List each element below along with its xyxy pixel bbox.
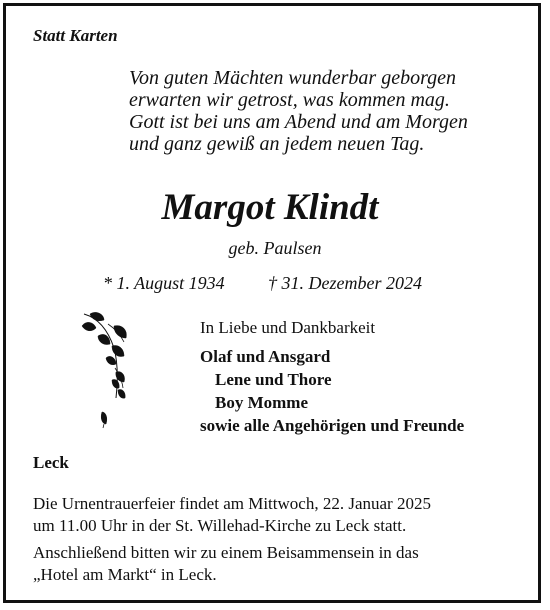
death-date: † 31. Dezember 2024: [268, 273, 422, 293]
mourner-name: sowie alle Angehörigen und Freunde: [200, 416, 465, 435]
header-label: Statt Karten: [33, 26, 118, 45]
poem-line: Von guten Mächten wunderbar geborgen: [129, 67, 456, 89]
poem: [129, 67, 468, 155]
mourner-name: Boy Momme: [215, 393, 309, 412]
maiden-name: geb. Paulsen: [228, 238, 322, 258]
birch-leaves-icon: [78, 308, 138, 438]
poem-line: Gott ist bei uns am Abend und am Morgen: [129, 111, 468, 133]
birth-date: * 1. August 1934: [103, 273, 225, 293]
notice-line: um 11.00 Uhr in der St. Willehad-Kirche zu Leck statt.: [33, 516, 407, 535]
funeral-notice: [33, 493, 431, 586]
mourners-intro: In Liebe und Dankbarkeit: [200, 318, 376, 337]
notice-line: Die Urnentrauerfeier findet am Mittwoch, 22. Januar 2025: [33, 494, 431, 513]
mourner-name: Lene und Thore: [215, 370, 332, 389]
deceased-name: Margot Klindt: [161, 187, 379, 228]
poem-line: und ganz gewiß an jedem neuen Tag.: [129, 133, 425, 155]
poem-line: erwarten wir getrost, was kommen mag.: [129, 89, 450, 111]
notice-line: Anschließend bitten wir zu einem Beisammensein in das: [33, 543, 419, 562]
mourner-name: Olaf und Ansgard: [200, 347, 331, 366]
mourners-list: [200, 345, 464, 437]
place-name: Leck: [33, 453, 69, 472]
notice-line: „Hotel am Markt“ in Leck.: [33, 565, 217, 584]
